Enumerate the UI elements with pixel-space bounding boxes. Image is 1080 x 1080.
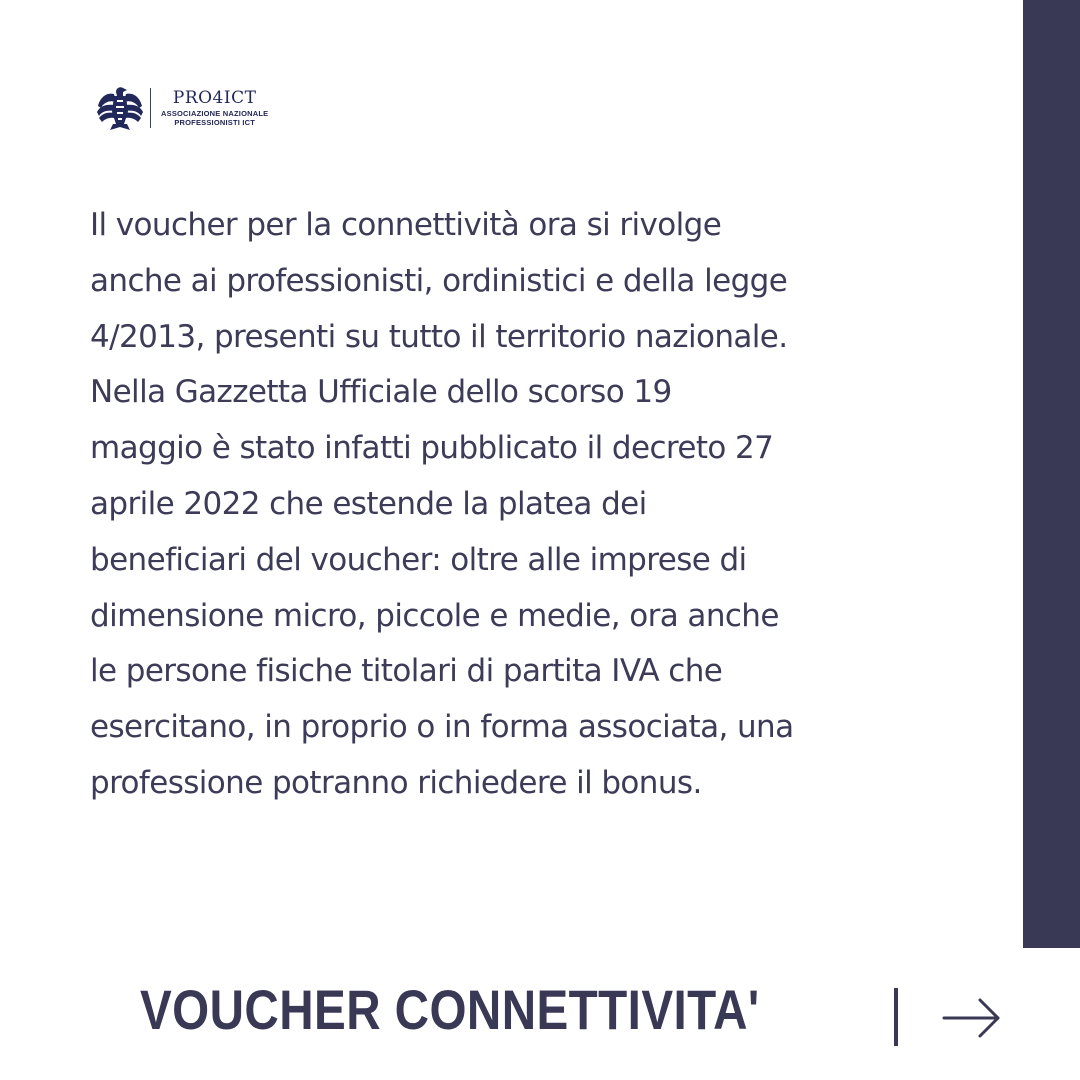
brand-name: PRO4ICT <box>172 88 257 108</box>
footer-divider <box>894 988 898 1046</box>
logo-wordmark <box>161 90 268 126</box>
footer-title: VOUCHER CONNETTIVITA' <box>140 978 760 1041</box>
brand-line-2: PROFESSIONISTI ICT <box>174 117 256 127</box>
logo-divider <box>150 88 151 128</box>
body-paragraph: Il voucher per la connettività ora si rivolge anche ai professionisti, ordinistici e della legge 4/2013, presenti su tutto il territorio nazionale. Nella Gazzetta Ufficiale dello scorso 19 maggio è stato infatti pubblicato il decreto 27 aprile 2022 che estende la platea dei beneficiari del voucher: oltre alle imprese di dimensione micro, piccole e medie, ora anche le persone fisiche titolari di partita IVA che esercitano, in proprio o in forma associata, una professione potranno richiedere il bonus. <box>90 207 794 801</box>
brand-line-1: ASSOCIAZIONE NAZIONALE <box>161 109 269 118</box>
arrow-right-icon[interactable] <box>942 996 1002 1040</box>
eagle-logo-icon <box>96 84 144 132</box>
brand-logo <box>96 84 268 132</box>
side-accent-bar <box>1023 0 1080 948</box>
